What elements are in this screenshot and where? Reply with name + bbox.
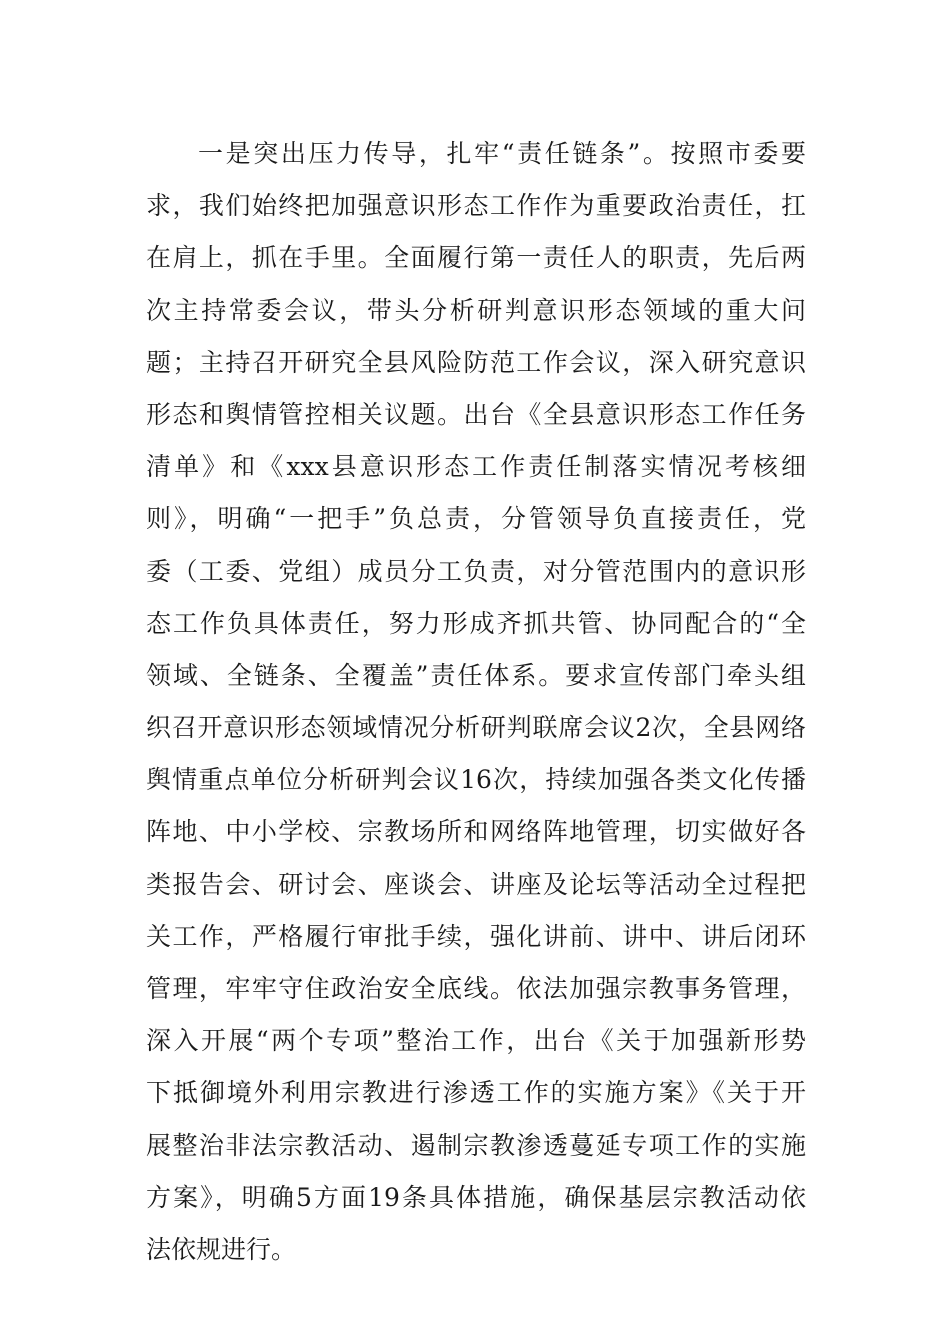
paragraph-line: 关工作，严格履行审批手续，强化讲前、讲中、讲后闭环 (146, 921, 806, 951)
paragraph-line: 方案》，明确5方面19条具体措施，确保基层宗教活动依 (146, 1182, 806, 1212)
paragraph-line: 题；主持召开研究全县风险防范工作会议，深入研究意识 (146, 347, 806, 377)
paragraph-line: 一是突出压力传导，扎牢“责任链条”。按照市委要 (198, 139, 806, 168)
paragraph-line: 次主持常委会议，带头分析研判意识形态领域的重大问 (146, 295, 806, 325)
paragraph-line: 类报告会、研讨会、座谈会、讲座及论坛等活动全过程把 (146, 869, 806, 899)
paragraph-line: 清单》和《xxx县意识形态工作责任制落实情况考核细 (146, 452, 806, 482)
paragraph-line: 展整治非法宗教活动、遏制宗教渗透蔓延专项工作的实施 (146, 1130, 806, 1160)
paragraph-line: 深入开展“两个专项”整治工作，出台《关于加强新形势 (146, 1026, 806, 1056)
paragraph-line: 舆情重点单位分析研判会议16次，持续加强各类文化传播 (146, 765, 806, 795)
body-paragraph (146, 128, 806, 1276)
paragraph-line: 在肩上，抓在手里。全面履行第一责任人的职责，先后两 (146, 243, 806, 273)
paragraph-line: 下抵御境外利用宗教进行渗透工作的实施方案》《关于开 (146, 1078, 806, 1108)
paragraph-line: 求，我们始终把加强意识形态工作作为重要政治责任，扛 (146, 191, 806, 221)
paragraph-line: 法依规进行。 (146, 1234, 297, 1264)
paragraph-line: 阵地、中小学校、宗教场所和网络阵地管理，切实做好各 (146, 817, 806, 847)
paragraph-line: 领域、全链条、全覆盖”责任体系。要求宣传部门牵头组 (146, 660, 806, 690)
paragraph-line: 则》，明确“一把手”负总责，分管领导负直接责任，党 (146, 504, 806, 534)
paragraph-line: 形态和舆情管控相关议题。出台《全县意识形态工作任务 (146, 399, 806, 429)
paragraph-line: 管理，牢牢守住政治安全底线。依法加强宗教事务管理， (146, 974, 806, 1003)
paragraph-line: 委（工委、党组）成员分工负责，对分管范围内的意识形 (146, 556, 806, 586)
paragraph-line: 态工作负具体责任，努力形成齐抓共管、协同配合的“全 (146, 608, 806, 638)
paragraph-line: 织召开意识形态领域情况分析研判联席会议2次，全县网络 (146, 713, 806, 743)
